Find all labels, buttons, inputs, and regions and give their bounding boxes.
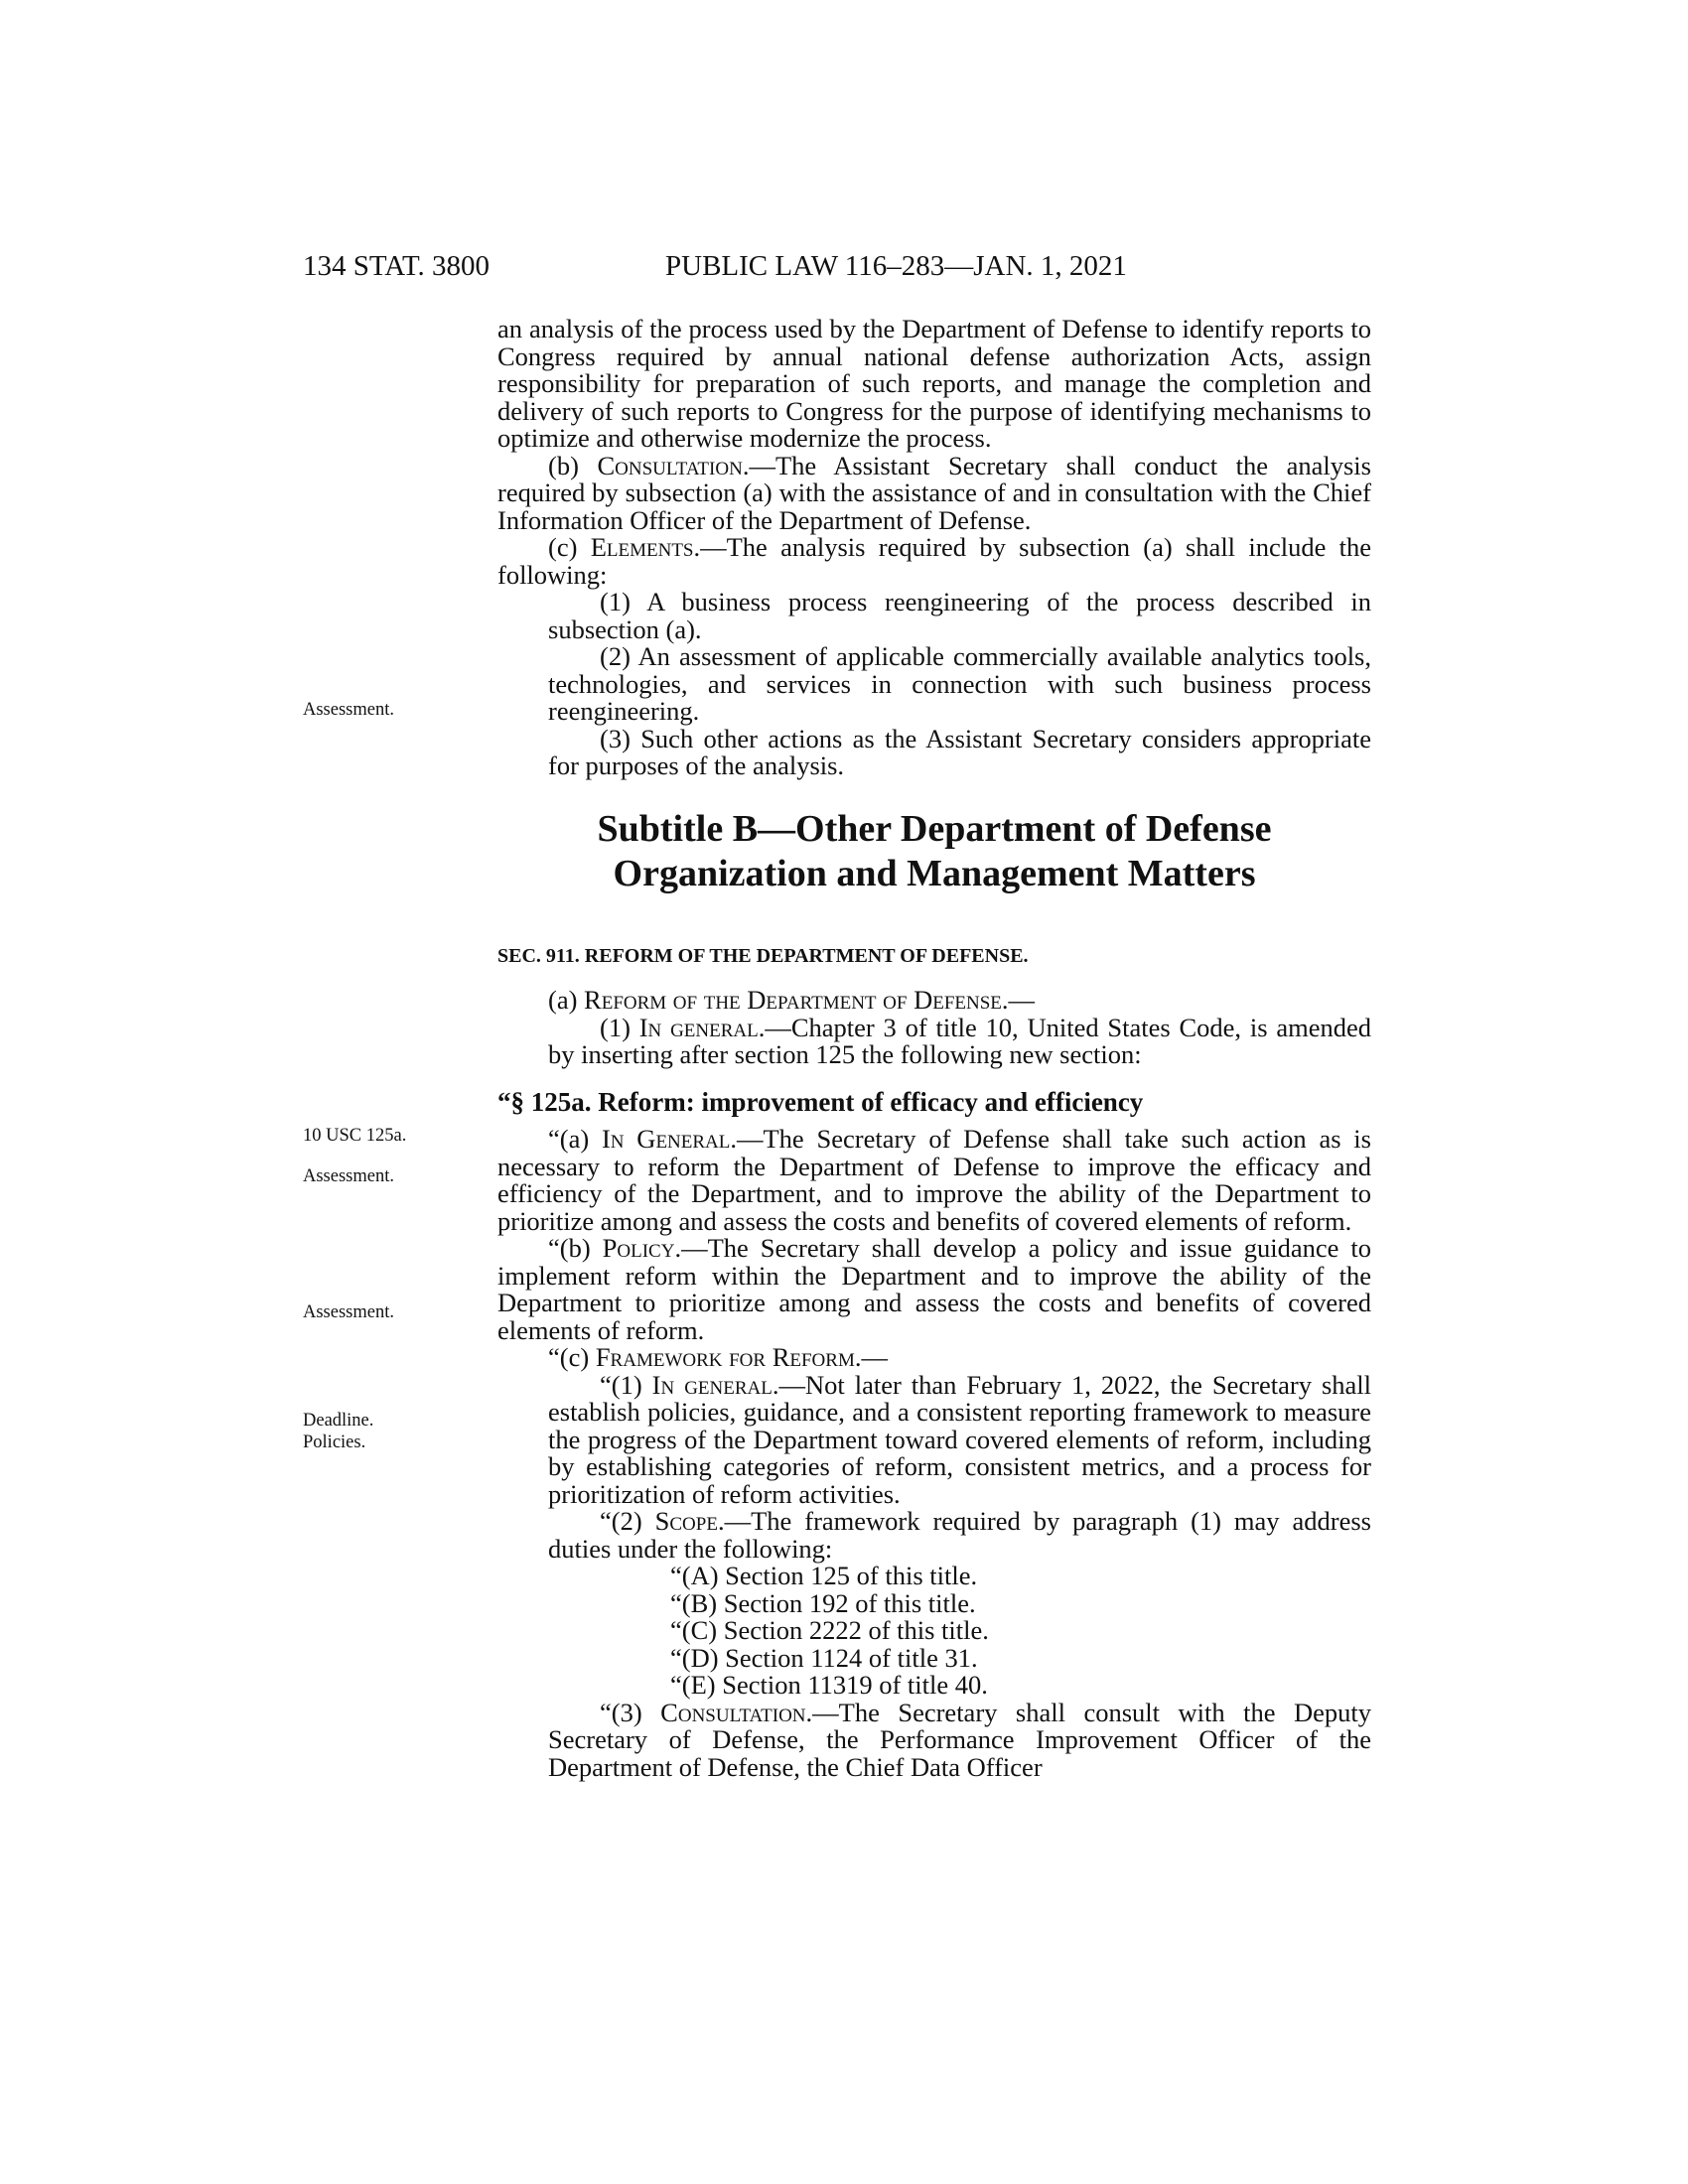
subsection-c: (c) Elements.—The analysis required by subsection (a) shall include the following: [497, 532, 1371, 590]
margin-note-deadline: Deadline. [303, 1411, 374, 1431]
paragraph-c1: (1) A business process reengineering of the process described in subsection (a). [548, 587, 1371, 644]
intro-paragraph: an analysis of the process used by the Department of Defense to identify reports to Congress required by annual national defense authorization Acts, assign responsibility for preparation of such reports, and manage the completion and delivery of such reports to Congress for the purpose of identifying mechanisms to optimize and otherwise modernize the process. [497, 314, 1371, 453]
paragraph-a1: (1) In general.—Chapter 3 of title 10, United States Code, is amended by inserting after section 125 the following new section: [548, 1012, 1372, 1069]
new-section-heading: “§ 125a. Reform: improvement of efficacy and efficiency [497, 1086, 1144, 1117]
scope-item: “(C) Section 2222 of this title. [670, 1615, 989, 1645]
scope-item: “(B) Section 192 of this title. [670, 1587, 976, 1618]
stat-page-number: 134 STAT. 3800 [303, 250, 491, 282]
scope-item: “(A) Section 125 of this title. [670, 1561, 978, 1590]
margin-note-policies: Policies. [303, 1433, 366, 1452]
main-text [497, 316, 1371, 1781]
scope-item: “(D) Section 1124 of title 31. [670, 1642, 978, 1673]
subtitle-line-1: Subtitle B—Other Department of Defense [597, 807, 1272, 850]
new-subsection-c: “(c) Framework for Reform.— [548, 1342, 888, 1372]
new-subsection-a: “(a) In General.—The Secretary of Defense shall take such action as is necessary to reform the Department of Defense to improve the efficacy and efficiency of the Department, and to improve the ability of the Department to prioritize among and assess the costs and benefits of covered elements of reform. [497, 1124, 1371, 1236]
margin-note-assessment: Assessment. [303, 700, 394, 720]
new-paragraph-c2: “(2) Scope.—The framework required by paragraph (1) may address duties under the following: [548, 1506, 1371, 1564]
new-subsection-b: “(b) Policy.—The Secretary shall develop a policy and issue guidance to implement reform within the Department and to improve the ability of the Department to prioritize among and assess the costs and benefits of covered elements of reform. [497, 1233, 1371, 1345]
paragraph-c2: (2) An assessment of applicable commercially available analytics tools, technologies, and services in connection with such business process reengineering. [548, 641, 1371, 726]
new-paragraph-c1: “(1) In general.—Not later than February 1, 2022, the Secretary shall establish policies, guidance, and a consistent reporting framework to measure the progress of the Department toward covered elements of reform, including by establishing categories of reform, consistent metrics, and a process for prioritization of reform activities. [548, 1369, 1371, 1509]
subtitle-heading [497, 807, 1371, 896]
subsection-b: (b) Consultation.—The Assistant Secretary shall conduct the analysis required by subsection (a) with the assistance of and in consultation with the Chief Information Officer of the Department of Defense. [497, 450, 1371, 535]
section-heading: SEC. 911. REFORM OF THE DEPARTMENT OF DEFENSE. [497, 944, 1029, 967]
margin-note-usc: 10 USC 125a. [303, 1126, 407, 1146]
subtitle-line-2: Organization and Management Matters [613, 852, 1256, 894]
law-title: PUBLIC LAW 116–283—JAN. 1, 2021 [665, 250, 1127, 282]
margin-note-assessment: Assessment. [303, 1166, 394, 1186]
paragraph-c3: (3) Such other actions as the Assistant Secretary considers appropriate for purposes of the analysis. [548, 723, 1371, 780]
margin-note-assessment: Assessment. [303, 1302, 394, 1322]
new-paragraph-c3: “(3) Consultation.—The Secretary shall consult with the Deputy Secretary of Defense, the Performance Improvement Officer of the Department of Defense, the Chief Data Officer [548, 1697, 1371, 1782]
scope-item: “(E) Section 11319 of title 40. [670, 1670, 988, 1700]
subsection-a: (a) Reform of the Department of Defense.— [548, 985, 1036, 1015]
